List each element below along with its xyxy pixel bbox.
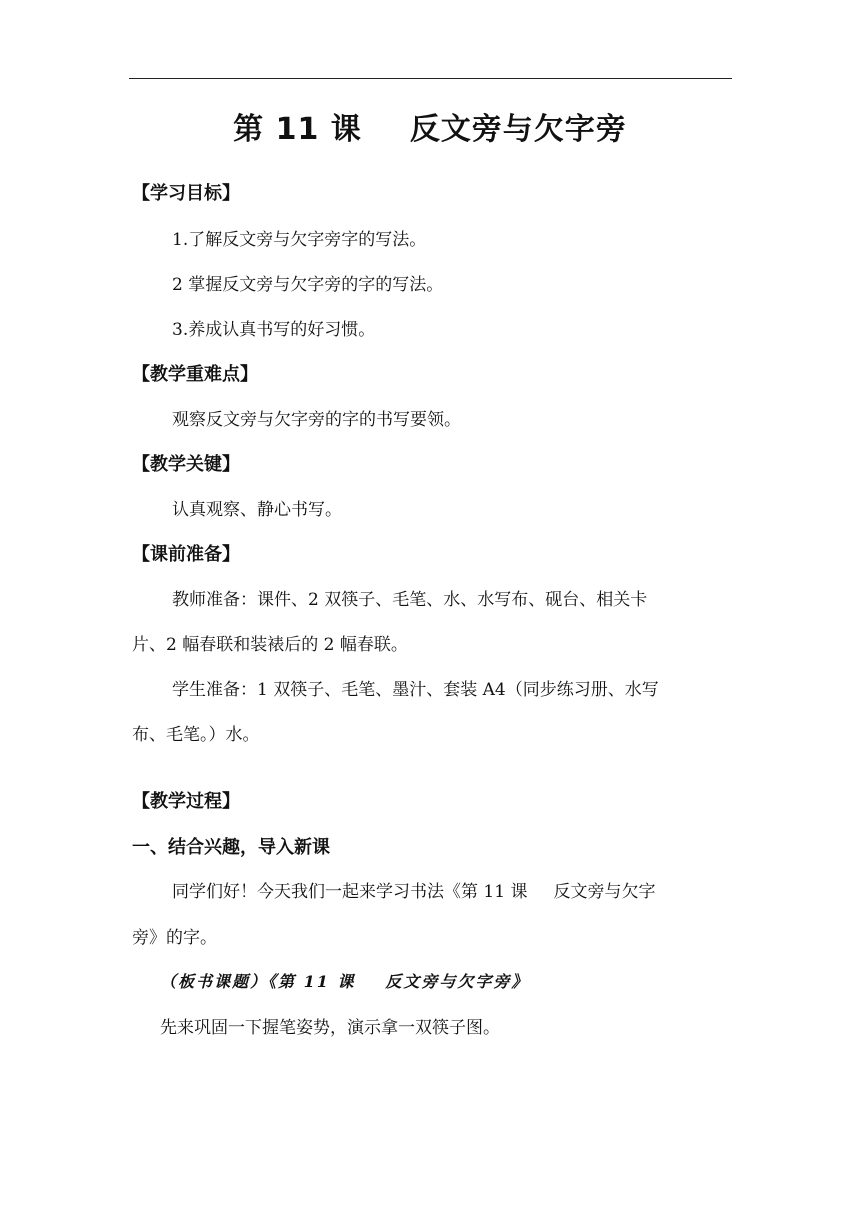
difficulty-text: 观察反文旁与欠字旁的字的书写要领。: [172, 410, 461, 430]
goal-item-2: 2 掌握反文旁与欠字旁的字的写法。: [172, 275, 444, 295]
teacher-prep-line-1: 教师准备：课件、2 双筷子、毛笔、水、水写布、砚台、相关卡: [172, 590, 648, 610]
intro-line-1-end: 反文旁与欠字: [553, 882, 656, 902]
student-prep-line-2: 布、毛笔。）水。: [132, 725, 260, 745]
process-heading: 【教学过程】: [132, 791, 240, 812]
key-heading: 【教学关键】: [132, 454, 240, 475]
board-title-end: 反文旁与欠字旁》: [385, 972, 530, 991]
student-prep-line-1: 学生准备：1 双筷子、毛笔、墨汁、套装 A4（同步练习册、水写: [172, 680, 659, 700]
intro-line-1: [172, 880, 655, 904]
board-title-start: （板书课题）《第 11 课: [160, 972, 356, 991]
board-title: [160, 970, 529, 994]
key-text: 认真观察、静心书写。: [172, 500, 342, 520]
practice-line: 先来巩固一下握笔姿势，演示拿一双筷子图。: [160, 1018, 500, 1038]
header-rule: [129, 78, 732, 79]
lesson-title: [0, 104, 860, 148]
lesson-number: 第 11 课: [233, 112, 362, 147]
difficulty-heading: 【教学重难点】: [132, 364, 258, 385]
lesson-topic: 反文旁与欠字旁: [409, 112, 627, 147]
goal-item-3: 3.养成认真书写的好习惯。: [172, 320, 376, 340]
teacher-prep-line-2: 片、2 幅春联和装裱后的 2 幅春联。: [132, 635, 408, 655]
step1-heading: 一、结合兴趣，导入新课: [132, 837, 330, 858]
goals-heading: 【学习目标】: [132, 183, 240, 204]
intro-line-1-start: 同学们好！今天我们一起来学习书法《第 11 课: [172, 882, 528, 902]
prep-heading: 【课前准备】: [132, 544, 240, 565]
intro-line-2: 旁》的字。: [132, 928, 217, 948]
goal-item-1: 1.了解反文旁与欠字旁字的写法。: [172, 230, 427, 250]
